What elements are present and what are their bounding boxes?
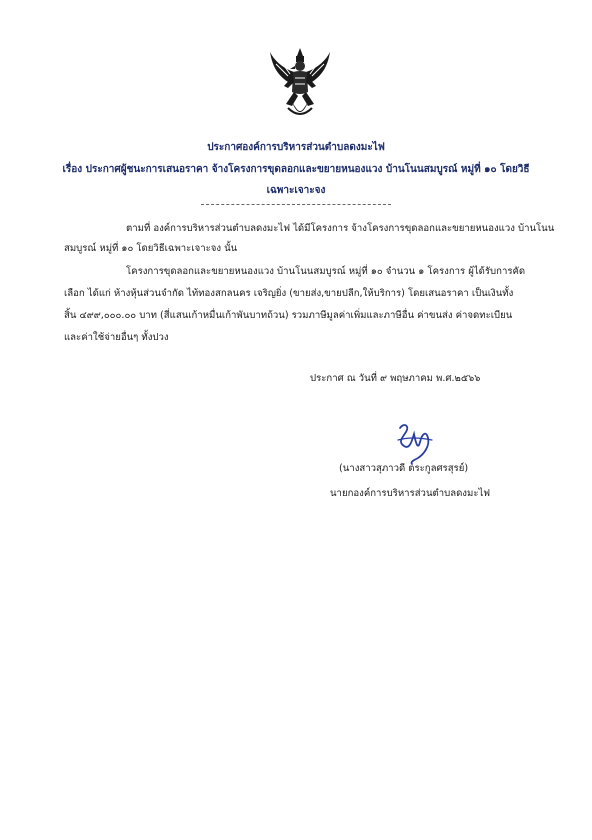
agency-heading: ประกาศองค์การบริหารส่วนตำบลดงมะไฟ [207,142,385,153]
heading-divider [201,204,391,205]
signatory-position: นายกองค์การบริหารส่วนตำบลดงมะไฟ [330,488,491,499]
announcement-date: ประกาศ ณ วันที่ ๙ พฤษภาคม พ.ศ.๒๕๖๖ [310,373,481,384]
paragraph-2-line-3: สิ้น ๔๙๙,๐๐๐.๐๐ บาท (สี่แสนเก้าหมื่นเก้าพันบาทถ้วน) รวมภาษีมูลค่าเพิ่มและภาษีอื่น ค่าขนส่ง ค่าจดทะเบียน [64,310,513,321]
paragraph-1-line-1: ตามที่ องค์การบริหารส่วนตำบลดงมะไฟ ได้มีโครงการ จ้างโครงการขุดลอกและขยายหนองแวง บ้านโนน [126,223,555,234]
subject-line-2: เฉพาะเจาะจง [266,185,326,196]
paragraph-2-line-4: และค่าใช้จ่ายอื่นๆ ทั้งปวง [64,332,169,343]
subject-line-1: เรื่อง ประกาศผู้ชนะการเสนอราคา จ้างโครงการขุดลอกและขยายหนองแวง บ้านโนนสมบูรณ์ หมู่ที่ ๑๐ โดยวิธี [62,164,530,175]
paragraph-2-line-2: เลือก ได้แก่ ห้างหุ้นส่วนจำกัด ไท้ทองสกลนคร เจริญยิ่ง (ขายส่ง,ขายปลีก,ให้บริการ) โดยเสนอราคา เป็นเงินทั้ง [64,288,514,299]
paragraph-1-line-2: สมบูรณ์ หมู่ที่ ๑๐ โดยวิธีเฉพาะเจาะจง นั้น [64,243,238,254]
garuda-emblem-icon [268,46,332,124]
handwritten-signature [392,420,436,466]
paragraph-2-line-1: โครงการขุดลอกและขยายหนองแวง บ้านโนนสมบูรณ์ หมู่ที่ ๑๐ จำนวน ๑ โครงการ ผู้ได้รับการคัด [126,266,526,277]
signatory-name: (นางสาวสุภาวดี ตระกูลศรสุรย์) [339,463,469,474]
